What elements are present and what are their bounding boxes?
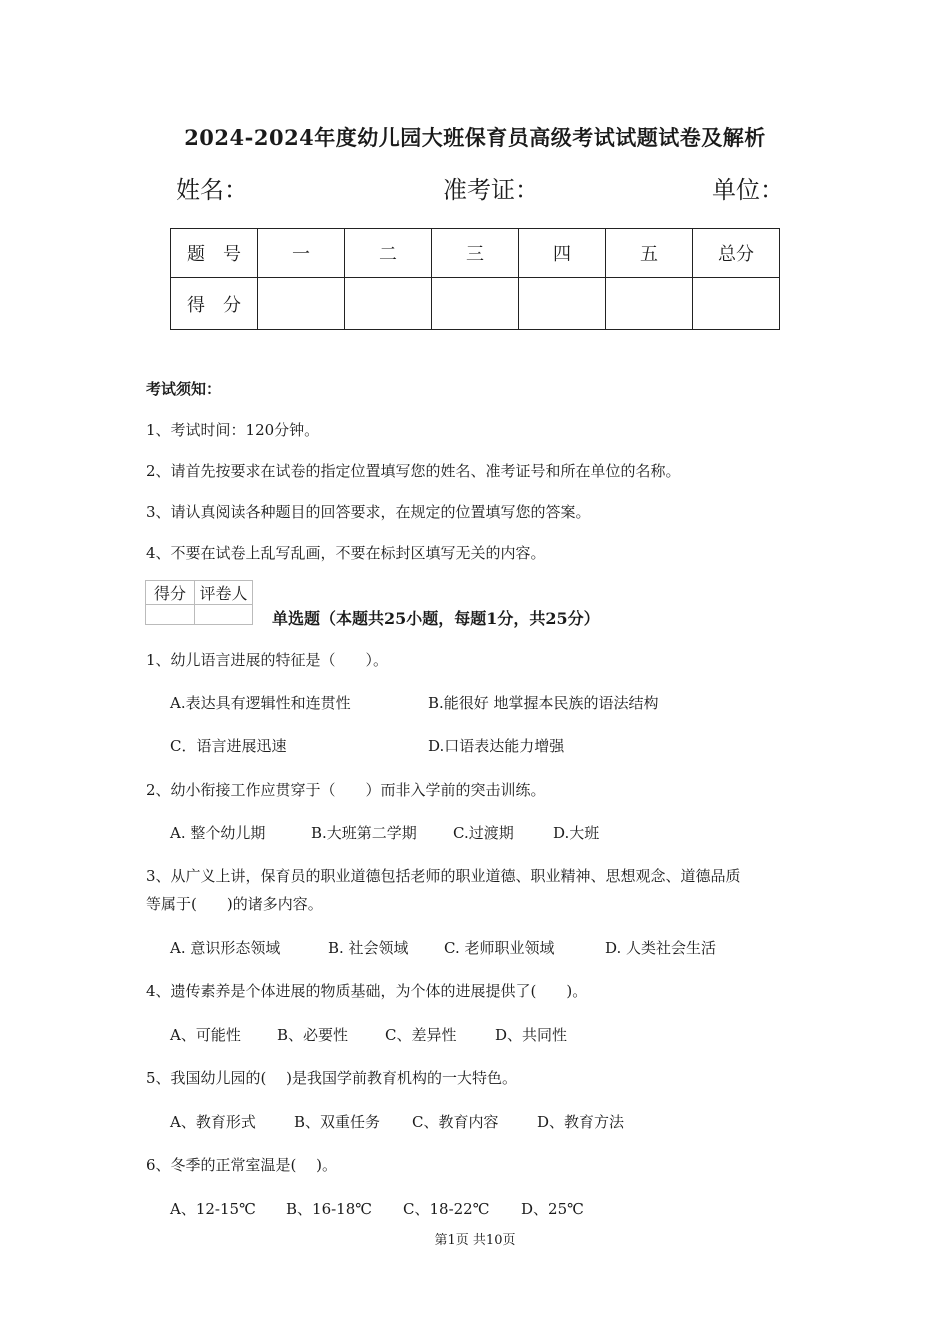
option-b: B. 社会领域 [328, 939, 409, 957]
score-table-cell: 一 [258, 229, 345, 278]
grader-score-cell [146, 605, 195, 625]
question-stem-continued: 等属于( )的诸多内容。 [146, 895, 323, 913]
question-stem: 4、遗传素养是个体进展的物质基础，为个体的进展提供了( )。 [146, 982, 588, 1000]
question-stem: 1、幼儿语言进展的特征是（ ）。 [146, 651, 389, 669]
unit-field-label: 单位： [712, 176, 784, 204]
option-c: C、差异性 [385, 1026, 457, 1044]
option-d: D、25℃ [521, 1200, 584, 1218]
option-c: C、教育内容 [412, 1113, 499, 1131]
notice-item: 2、请首先按要求在试卷的指定位置填写您的姓名、准考证号和所在单位的名称。 [146, 462, 681, 480]
notice-item: 1、考试时间：120分钟。 [146, 421, 320, 439]
option-d: D.口语表达能力增强 [428, 737, 565, 755]
question-stem: 3、从广义上讲，保育员的职业道德包括老师的职业道德、职业精神、思想观念、道德品质 [146, 867, 741, 885]
score-table-score-row [171, 278, 780, 330]
score-table [170, 228, 780, 330]
option-b: B.大班第二学期 [311, 824, 417, 842]
option-b: B、16-18℃ [286, 1200, 373, 1218]
option-d: D、教育方法 [537, 1113, 625, 1131]
score-input-cell [345, 278, 432, 330]
score-input-cell [258, 278, 345, 330]
name-field-label: 姓名： [176, 176, 248, 204]
exam-number-field-label: 准考证： [443, 176, 539, 204]
option-a: A、教育形式 [170, 1113, 256, 1131]
grader-score-label: 得分 [146, 581, 195, 605]
score-input-cell [606, 278, 693, 330]
option-c: C.过渡期 [453, 824, 514, 842]
score-table-cell: 总分 [693, 229, 780, 278]
notice-item: 3、请认真阅读各种题目的回答要求，在规定的位置填写您的答案。 [146, 503, 591, 521]
option-c: C. 老师职业领域 [444, 939, 555, 957]
score-table-header-row [171, 229, 780, 278]
option-c: C、18-22℃ [403, 1200, 490, 1218]
page-footer: 第1页 共10页 [434, 1233, 516, 1248]
option-c: C．语言进展迅速 [170, 737, 287, 755]
score-input-cell [432, 278, 519, 330]
option-d: D、共同性 [495, 1026, 568, 1044]
grader-box [145, 580, 253, 625]
option-a: A、12-15℃ [170, 1200, 256, 1218]
score-table-cell: 得 分 [171, 278, 258, 330]
question-stem: 2、幼小衔接工作应贯穿于（ ）而非入学前的突击训练。 [146, 781, 546, 799]
score-table-cell: 四 [519, 229, 606, 278]
score-table-cell: 五 [606, 229, 693, 278]
option-a: A.表达具有逻辑性和连贯性 [170, 694, 351, 712]
exam-title: 2024-2024年度幼儿园大班保育员高级考试试题试卷及解析 [184, 125, 766, 150]
question-stem: 5、我国幼儿园的( )是我国学前教育机构的一大特色。 [146, 1069, 518, 1087]
option-b: B、双重任务 [294, 1113, 381, 1131]
grader-reviewer-label: 评卷人 [195, 581, 253, 605]
notice-item: 4、不要在试卷上乱写乱画，不要在标封区填写无关的内容。 [146, 544, 546, 562]
option-d: D.大班 [553, 824, 600, 842]
option-b: B.能很好 地掌握本民族的语法结构 [428, 694, 659, 712]
option-b: B、必要性 [277, 1026, 349, 1044]
score-input-cell [693, 278, 780, 330]
score-table-cell: 题 号 [171, 229, 258, 278]
score-table-cell: 二 [345, 229, 432, 278]
option-a: A、可能性 [170, 1026, 241, 1044]
section-title: 单选题（本题共25小题，每题1分，共25分） [272, 609, 600, 628]
score-table-cell: 三 [432, 229, 519, 278]
notice-heading: 考试须知： [146, 380, 222, 398]
option-a: A. 整个幼儿期 [170, 824, 266, 842]
score-input-cell [519, 278, 606, 330]
question-stem: 6、冬季的正常室温是( )。 [146, 1156, 338, 1174]
grader-reviewer-cell [195, 605, 253, 625]
option-d: D. 人类社会生活 [605, 939, 717, 957]
option-a: A. 意识形态领域 [170, 939, 281, 957]
